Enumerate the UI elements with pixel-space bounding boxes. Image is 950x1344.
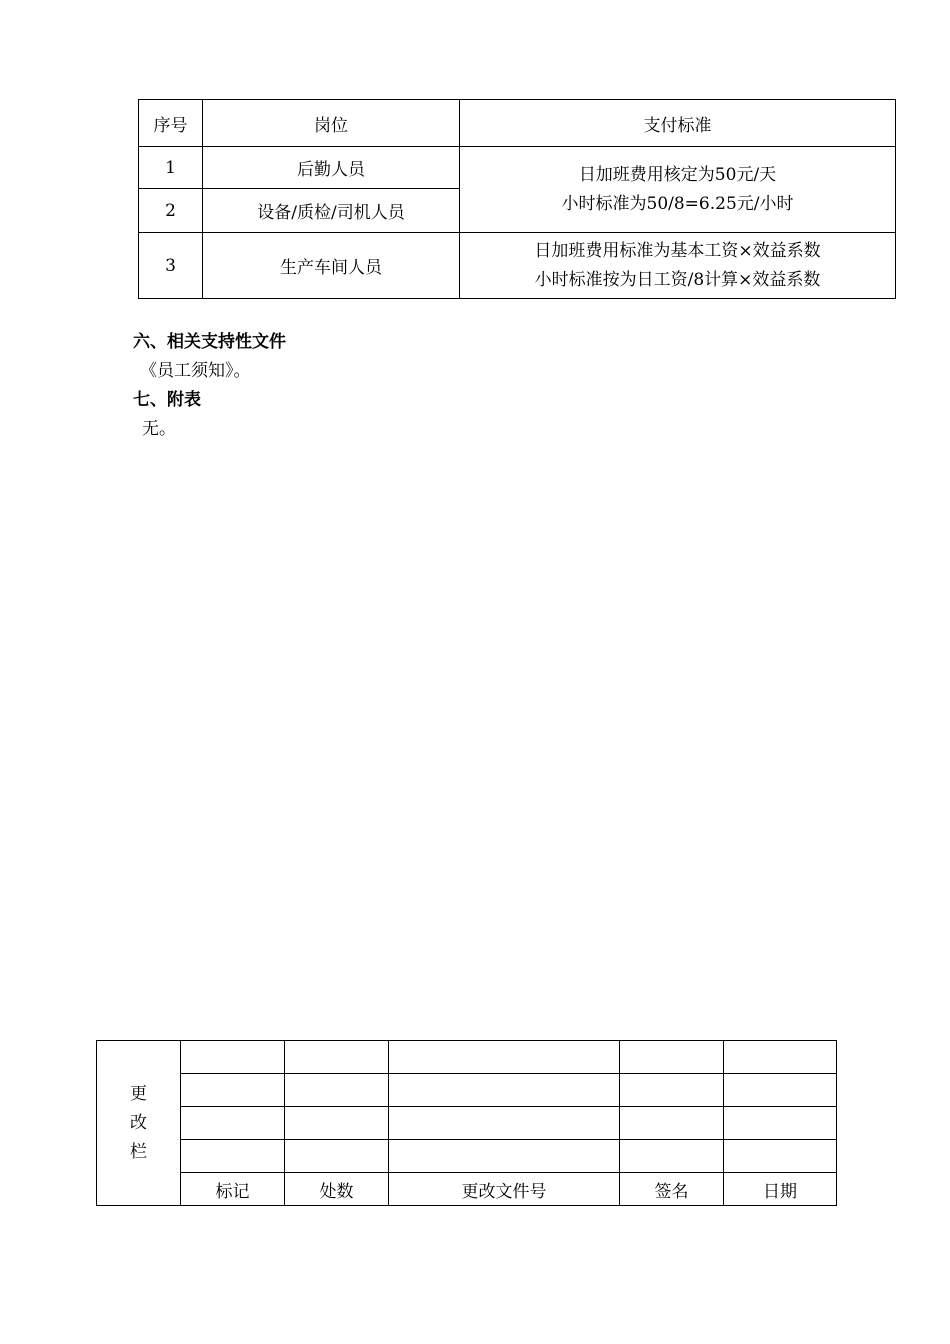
shared-standard-cell (460, 147, 896, 233)
empty-cell (724, 1041, 837, 1074)
empty-cell (620, 1074, 724, 1107)
header-mark: 标记 (181, 1173, 285, 1206)
empty-cell (285, 1074, 389, 1107)
header-no: 序号 (139, 100, 203, 147)
row3-standard-cell (460, 233, 896, 299)
empty-cell (724, 1140, 837, 1173)
empty-cell (620, 1107, 724, 1140)
section7-text: 无。 (142, 419, 176, 439)
row-no: 2 (139, 189, 203, 233)
standard-line: 小时标准为50/8=6.25元/小时 (561, 193, 794, 214)
empty-cell (285, 1140, 389, 1173)
empty-cell (181, 1041, 285, 1074)
header-position: 岗位 (203, 100, 460, 147)
table-header-row (139, 100, 896, 147)
empty-cell (620, 1140, 724, 1173)
standard-line: 日加班费用标准为基本工资×效益系数 (534, 240, 821, 261)
pay-standard-table (138, 99, 896, 299)
change-side-label: 更 改 栏 (97, 1041, 181, 1206)
empty-cell (389, 1074, 620, 1107)
header-file-no: 更改文件号 (389, 1173, 620, 1206)
header-date: 日期 (724, 1173, 837, 1206)
empty-cell (724, 1074, 837, 1107)
row-position: 生产车间人员 (203, 233, 460, 299)
section6-text: 《员工须知》。 (140, 361, 251, 381)
standard-line: 日加班费用核定为50元/天 (578, 164, 777, 185)
empty-cell (389, 1041, 620, 1074)
change-row (97, 1041, 837, 1074)
empty-cell (724, 1107, 837, 1140)
table-row (139, 147, 896, 189)
empty-cell (389, 1107, 620, 1140)
change-header-row (97, 1173, 837, 1206)
header-signature: 签名 (620, 1173, 724, 1206)
table-row (139, 233, 896, 299)
empty-cell (389, 1140, 620, 1173)
standard-line: 小时标准按为日工资/8计算×效益系数 (534, 269, 821, 290)
row-no: 3 (139, 233, 203, 299)
change-row (97, 1140, 837, 1173)
change-row (97, 1107, 837, 1140)
header-count: 处数 (285, 1173, 389, 1206)
empty-cell (181, 1107, 285, 1140)
change-record-table (96, 1040, 837, 1206)
empty-cell (285, 1107, 389, 1140)
section6-heading: 六、相关支持性文件 (133, 332, 286, 352)
empty-cell (285, 1041, 389, 1074)
empty-cell (181, 1074, 285, 1107)
empty-cell (620, 1041, 724, 1074)
change-row (97, 1074, 837, 1107)
section7-heading: 七、附表 (133, 390, 201, 410)
empty-cell (181, 1140, 285, 1173)
header-standard: 支付标准 (460, 100, 896, 147)
row-no: 1 (139, 147, 203, 189)
row-position: 后勤人员 (203, 147, 460, 189)
row-position: 设备/质检/司机人员 (203, 189, 460, 233)
